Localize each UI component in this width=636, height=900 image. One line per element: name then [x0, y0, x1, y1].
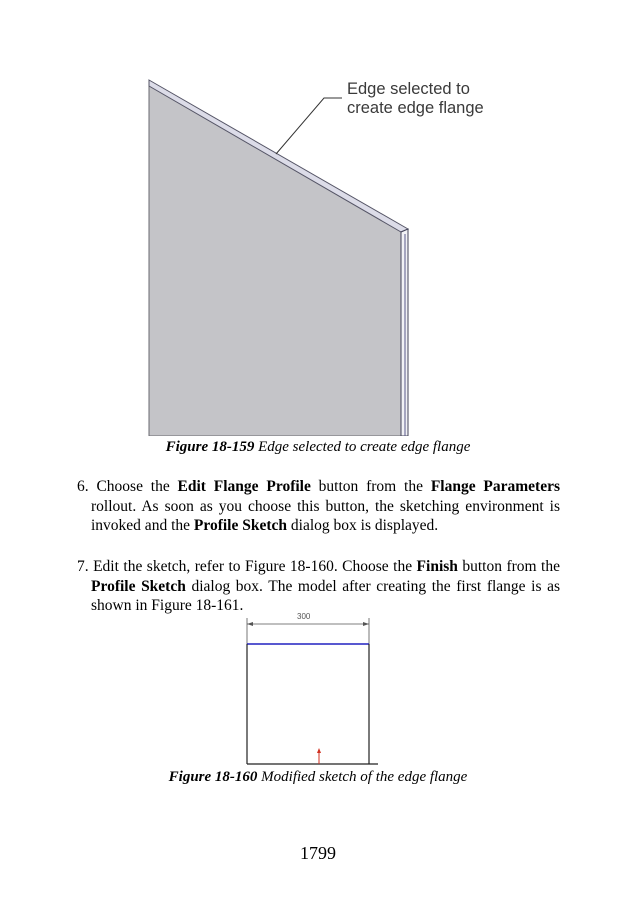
figure-caption-159 [0, 439, 636, 456]
step-6-paragraph [77, 477, 560, 536]
callout-leader [276, 98, 342, 154]
step-bold: Edit Flange Profile [177, 478, 311, 495]
step-6 [77, 477, 560, 536]
step-text: dialog box is displayed. [287, 517, 439, 534]
step-number: 7. [77, 558, 94, 575]
dimension-label: 300 [297, 612, 311, 621]
step-text: button from the [310, 478, 431, 495]
step-text: Edit the sketch, refer to Figure 18-160. Choose the [93, 558, 417, 575]
caption-text: Edge selected to create edge flange [254, 439, 471, 455]
figure-caption-160 [0, 769, 636, 786]
step-number: 6. [77, 478, 97, 495]
callout-line-1: Edge selected to [347, 80, 470, 98]
step-text: Choose the [96, 478, 178, 495]
figure-18-159 [146, 74, 496, 436]
step-7 [77, 557, 560, 616]
figure-18-160 [238, 612, 384, 768]
sheet-plate-illustration [146, 74, 496, 436]
step-bold: Profile Sketch [91, 577, 186, 595]
page-number: 1799 [300, 843, 336, 863]
step-bold: Flange Parameters [430, 478, 560, 495]
step-bold: Finish [416, 558, 458, 575]
step-text: button from the [457, 558, 560, 575]
caption-number: Figure 18-160 [168, 769, 258, 785]
plate-face [149, 84, 401, 436]
caption-number: Figure 18-159 [165, 439, 255, 455]
step-7-paragraph [77, 557, 560, 616]
step-text: dialog box. The model after creating the first flange is as shown in Figure 18-161. [91, 577, 560, 614]
caption-text: Modified sketch of the edge flange [257, 769, 468, 785]
sketch-illustration [238, 612, 384, 768]
edge-callout [347, 80, 484, 118]
step-bold: Profile Sketch [193, 517, 288, 534]
step-text: rollout. As soon as you choose this button, the sketching environment is invoked and the [91, 497, 560, 534]
callout-line-2: create edge flange [347, 99, 484, 117]
